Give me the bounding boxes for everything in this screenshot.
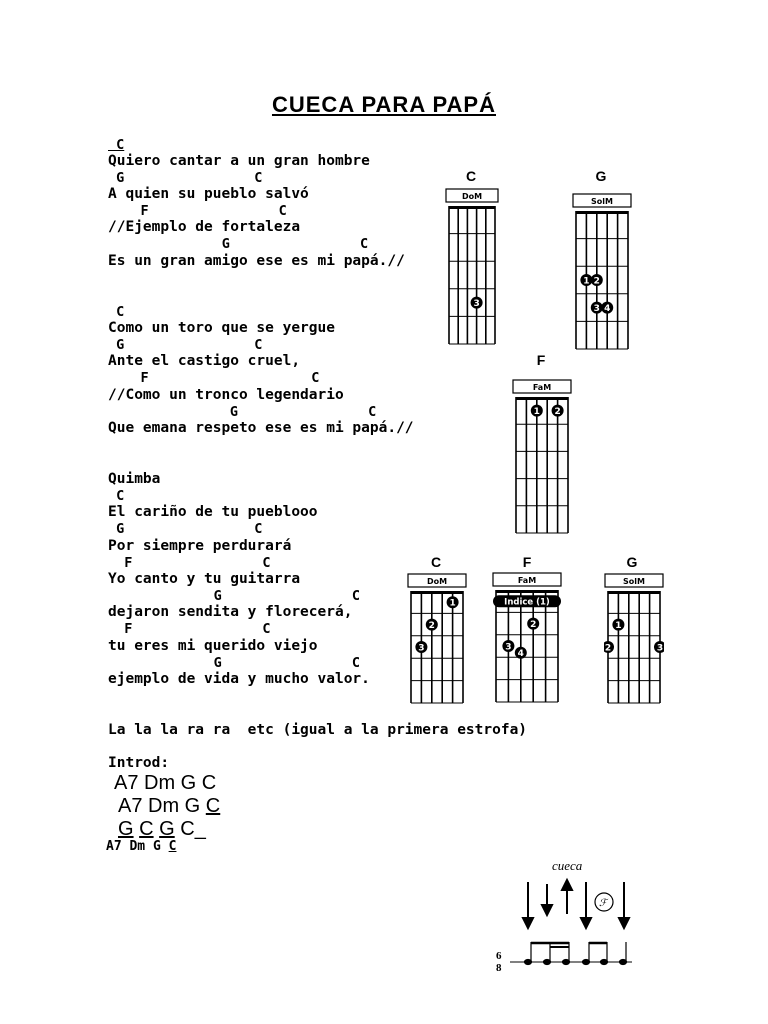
up-strum-arrowhead	[562, 880, 572, 890]
chord-name-text: SolM	[591, 197, 613, 206]
chord-name-text: DoM	[461, 192, 483, 201]
lyric-line: El cariño de tu pueblooo	[108, 504, 318, 520]
chord-diagram-f	[512, 379, 572, 535]
chord-diagram-g	[572, 193, 632, 351]
intro-label: Introd:	[108, 755, 170, 771]
lyric-line: ejemplo de vida y mucho valor.	[108, 671, 370, 687]
chord-name-text: DoM	[426, 577, 448, 586]
chord-name-text: FaM	[517, 576, 537, 585]
finger-number: 2	[604, 643, 612, 654]
finger-number: 2	[530, 620, 537, 631]
chord-line: G C	[108, 521, 263, 537]
lyric-line: tu eres mi querido viejo	[108, 638, 318, 654]
down-strum-arrowhead	[581, 918, 591, 928]
finger-number: 3	[418, 643, 425, 654]
time-signature-top: 6	[496, 950, 502, 962]
chord-line: G C	[108, 170, 263, 186]
chord-diagram-g-small	[604, 573, 664, 705]
song-title: CUECA PARA PAPÁ	[271, 92, 496, 117]
chord-line: G C	[108, 337, 263, 353]
nut	[496, 590, 558, 593]
finger-number: 1	[583, 276, 590, 287]
finger-number: 3	[656, 643, 664, 654]
chord-diagram-f-small	[492, 572, 562, 704]
rhythm-notation	[490, 872, 640, 977]
barre-label: Indice (1)	[504, 597, 550, 608]
diagram-chord-label: G	[626, 554, 638, 570]
chord-name-text: SolM	[623, 577, 645, 586]
chord-line: C	[108, 137, 125, 153]
nut	[576, 211, 628, 214]
lyric-line: Por siempre perdurará	[108, 538, 292, 554]
chord-diagram-c-small	[407, 573, 467, 705]
closing-line: La la la ra ra etc (igual a la primera estrofa)	[108, 722, 528, 738]
nut	[411, 591, 463, 594]
nut	[516, 397, 568, 400]
finger-number: 4	[604, 304, 611, 315]
intro-line-3: G C G C_	[118, 818, 206, 840]
diagram-chord-label: C	[465, 168, 477, 184]
chord-line: G C	[108, 236, 369, 252]
finger-number: 2	[593, 276, 600, 287]
lyric-line: Es un gran amigo ese es mi papá.//	[108, 253, 405, 269]
lyric-line: Yo canto y tu guitarra	[108, 571, 301, 587]
diagram-chord-label: G	[595, 168, 607, 184]
rhythm-label: cueca	[552, 858, 583, 873]
diagram-chord-label: F	[536, 352, 546, 368]
chord-line: F C	[108, 555, 271, 571]
time-signature-bottom: 8	[496, 962, 502, 974]
intro-line-2: A7 Dm G C	[118, 795, 221, 817]
down-strum-arrowhead	[542, 905, 552, 915]
chord-diagram-c	[445, 188, 499, 346]
diagram-chord-label: C	[430, 554, 442, 570]
finger-number: 1	[615, 621, 622, 632]
finger-number: 2	[428, 621, 435, 632]
chord-line: F C	[108, 370, 320, 386]
lyric-line: //Ejemplo de fortaleza	[108, 219, 301, 235]
lyric-line: Quiero cantar a un gran hombre	[108, 153, 370, 169]
muted-strum-glyph: ℱ	[599, 898, 607, 909]
intro-line-4: A7 Dm G C	[106, 839, 177, 854]
finger-number: 1	[533, 407, 540, 418]
finger-number: 2	[554, 407, 561, 418]
chord-line: C	[108, 304, 125, 320]
finger-number: 3	[593, 304, 600, 315]
down-strum-arrowhead	[523, 918, 533, 928]
nut	[449, 206, 495, 209]
chord-line: C	[108, 488, 125, 504]
chord-line: G C	[108, 588, 360, 604]
chord-name-text: FaM	[532, 383, 552, 392]
lyric-line: //Como un tronco legendario	[108, 387, 344, 403]
chord-line: G C	[108, 655, 360, 671]
lyric-line: dejaron sendita y florecerá,	[108, 604, 353, 620]
down-strum-arrowhead	[619, 918, 629, 928]
nut	[608, 591, 660, 594]
chord-line: F C	[108, 621, 271, 637]
chord-line: G C	[108, 404, 377, 420]
finger-number: 1	[449, 598, 456, 609]
finger-number: 4	[517, 649, 524, 660]
diagram-chord-label: F	[522, 554, 532, 570]
lyric-line: Como un toro que se yergue	[108, 320, 335, 336]
lyric-line: Quimba	[108, 471, 161, 487]
lyric-line: Que emana respeto ese es mi papá.//	[108, 420, 414, 436]
lyric-line: Ante el castigo cruel,	[108, 353, 301, 369]
finger-number: 3	[505, 642, 512, 653]
chord-line: F C	[108, 203, 287, 219]
intro-line-1: A7 Dm G C	[114, 772, 217, 794]
lyric-line: A quien su pueblo salvó	[108, 186, 309, 202]
finger-number: 3	[473, 299, 480, 310]
